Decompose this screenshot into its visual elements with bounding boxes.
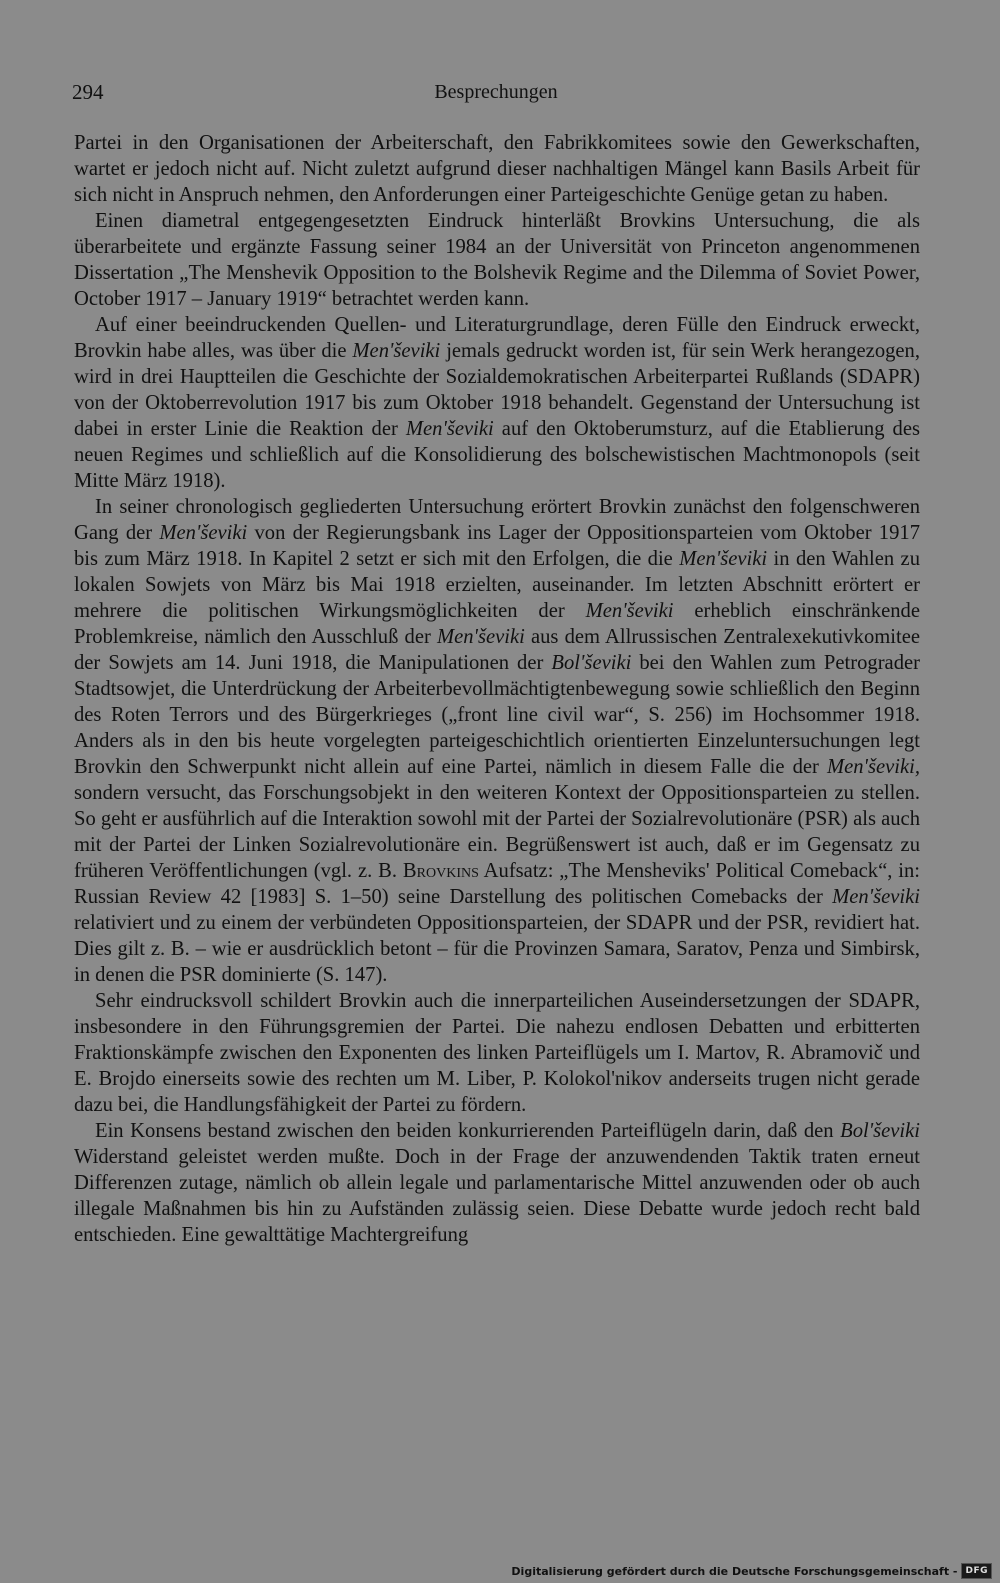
text-run: In seiner chronologisch gegliederten Untersuchung erörtert Brovkin zunächst den folgenschweren Gang der	[74, 496, 920, 544]
dfg-logo: DFG	[961, 1563, 992, 1579]
text-run: Einen diametral entgegengesetzten Eindruck hinterläßt Brovkins Untersuchung, die als überarbeitete und ergänzte Fassung seiner 1984 an der Universität von Princeton angenommenen Dissertation „The Menshevik Opposition to the Bolshevik Regime and the Dilemma of Soviet Power, October 1917 – January 1919“ betrachtet werden kann.	[74, 210, 920, 310]
text-run: relativiert und zu einem der verbündeten Oppositionsparteien, der SDAPR und der PSR, revidiert hat. Dies gilt z. B. – wie er ausdrücklich betont – für die Provinzen Samara, Saratov, Penza und Simbirsk, in denen die PSR dominierte (S. 147).	[74, 912, 920, 986]
text-run: Auf einer beeindruckenden Quellen- und Literaturgrundlage, deren Fülle den Eindruck erweckt, Brovkin habe alles, was über die	[74, 314, 920, 362]
digitization-credit	[511, 1561, 992, 1581]
page-number: 294	[72, 80, 104, 104]
text-run: Sehr eindrucksvoll schildert Brovkin auch die innerparteilichen Auseindersetzungen der SDAPR, insbesondere in den Führungsgremien der Partei. Die nahezu endlosen Debatten und erbitterten Fraktionskämpfe zwischen den Exponenten des linken Parteiflügels um I. Martov, R. Abramovič und E. Brojdo einerseits sowie des rechten um M. Liber, P. Kolokol'nikov anderseits trugen nicht gerade dazu bei, die Handlungsfähigkeit der Partei zu fördern.	[74, 990, 920, 1116]
text-run: von der Regierungsbank ins Lager der Oppositionsparteien vom Oktober 1917 bis zum März 1918. In Kapitel 2 setzt er sich mit den Erfolgen, die die	[74, 522, 920, 570]
paragraph	[74, 130, 920, 208]
italic-term: Men'ševiki	[159, 522, 248, 544]
paragraph	[74, 1118, 920, 1248]
italic-term: Men'ševiki	[585, 600, 674, 622]
paragraph	[74, 988, 920, 1118]
paragraph	[74, 312, 920, 494]
italic-term: Bol'ševiki	[551, 652, 632, 674]
running-head: Besprechungen	[434, 81, 558, 103]
text-run: jemals gedruckt worden ist, für sein Werk herangezogen, wird in drei Hauptteilen die Geschichte der Sozialdemokratischen Arbeiterpartei Rußlands (SDAPR) von der Oktoberrevolution 1917 bis zum Oktober 1918 behandelt. Gegenstand der Untersuchung ist dabei in erster Linie die Reaktion der	[74, 340, 920, 440]
text-run: bei den Wahlen zum Petrograder Stadtsowjet, die Unterdrückung der Arbeiterbevollmächtigtenbewegung sowie schließlich den Beginn des Roten Terrors und des Bürgerkrieges („front line civil war“, S. 256) im Hochsommer 1918. Anders als in den bis heute vorgelegten parteigeschichtlich orientierten Einzeluntersuchungen legt Brovkin den Schwerpunkt nicht allein auf eine Partei, nämlich in diesem Falle die der	[74, 652, 920, 778]
author-name: Brovkins	[402, 860, 479, 882]
italic-term: Bol'ševiki	[840, 1120, 920, 1142]
text-run: Ein Konsens bestand zwischen den beiden konkurrierenden Parteiflügeln darin, daß den	[95, 1120, 841, 1142]
page-header	[72, 78, 920, 108]
italic-term: Men'ševiki,	[826, 756, 920, 778]
text-run: aus dem Allrussischen Zentralexekutivkomitee der Sowjets am 14. Juni 1918, die Manipulationen der	[74, 626, 920, 674]
italic-term: Men'ševiki	[436, 626, 525, 648]
italic-term: Men'ševiki	[832, 886, 920, 908]
text-run: erheblich einschränkende Problemkreise, nämlich den Ausschluß der	[74, 600, 920, 648]
text-run: sondern versucht, das Forschungsobjekt in den weiteren Kontext der Oppositionsparteien zu stellen. So geht er ausführlich auf die Interaktion sowohl mit der Partei der Sozialrevolutionäre (PSR) als auch mit der Partei der Linken Sozialrevolutionäre ein. Begrüßenswert ist auch, daß er im Gegensatz zu früheren Veröffentlichungen (vgl. z. B.	[74, 782, 920, 882]
text-run: Widerstand geleistet werden mußte. Doch in der Frage der anzuwendenden Taktik traten erneut Differenzen zutage, nämlich ob allein legale und parlamentarische Mittel anzuwenden oder ob auch illegale Maßnahmen bis hin zu Aufständen zulässig seien. Diese Debatte wurde jedoch recht bald entschieden. Eine gewalttätige Machtergreifung	[74, 1146, 920, 1246]
text-run: auf den Oktoberumsturz, auf die Etablierung des neuen Regimes und schließlich auf die Konsolidierung des bolschewistischen Machtmonopols (seit Mitte März 1918).	[74, 418, 920, 492]
paragraph	[74, 208, 920, 312]
funding-note: Digitalisierung gefördert durch die Deutsche Forschungsgemeinschaft -	[511, 1564, 958, 1578]
text-run: Aufsatz: „The Mensheviks' Political Comeback“, in: Russian Review 42 [1983] S. 1–50) seine Darstellung des politischen Comebacks der	[74, 860, 920, 908]
paragraph	[74, 494, 920, 988]
text-run: Partei in den Organisationen der Arbeiterschaft, den Fabrikkomitees sowie den Gewerkschaften, wartet er jedoch nicht auf. Nicht zuletzt aufgrund dieser nachhaltigen Mängel kann Basils Arbeit für sich nicht in Anspruch nehmen, den Anforderungen einer Parteigeschichte Genüge getan zu haben.	[74, 132, 920, 206]
italic-term: Men'ševiki	[679, 548, 768, 570]
italic-term: Men'ševiki	[405, 418, 494, 440]
review-body-text	[74, 130, 920, 1248]
italic-term: Men'ševiki	[352, 340, 441, 362]
text-run: in den Wahlen zu lokalen Sowjets von März bis Mai 1918 erzielten, auseinander. Im letzten Abschnitt erörtert er mehrere die politischen Wirkungsmöglichkeiten der	[74, 548, 920, 622]
